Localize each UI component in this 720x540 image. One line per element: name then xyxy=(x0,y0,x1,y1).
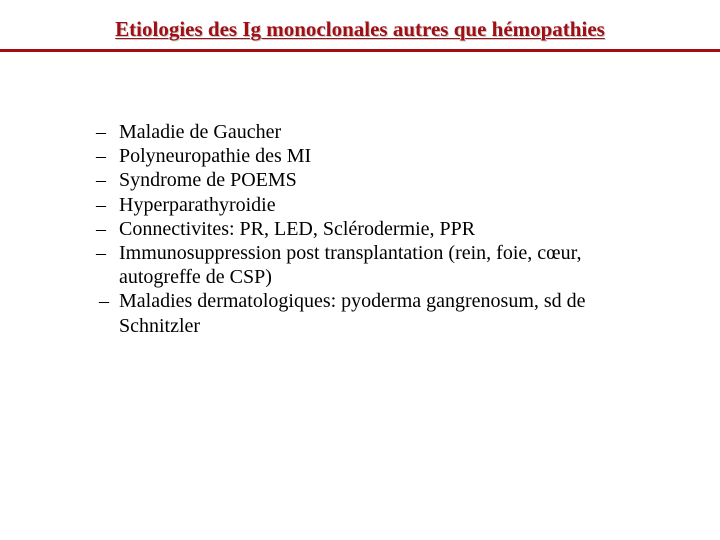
list-item xyxy=(0,193,639,217)
list-item-text: Connectivites: PR, LED, Sclérodermie, PPR xyxy=(119,217,476,240)
bullet-list xyxy=(0,120,720,338)
list-item xyxy=(0,289,639,337)
dash-bullet-icon: – xyxy=(96,145,106,168)
dash-bullet-icon: – xyxy=(96,193,106,216)
title-divider xyxy=(0,49,720,52)
list-item-text: Maladies dermatologiques: pyoderma gangrenosum, sd de Schnitzler xyxy=(119,290,586,337)
dash-bullet-icon: – xyxy=(99,290,109,313)
list-item-text: Immunosuppression post transplantation (rein, foie, cœur, autogreffe de CSP) xyxy=(119,242,582,289)
dash-bullet-icon: – xyxy=(96,242,106,265)
dash-bullet-icon: – xyxy=(96,169,106,192)
dash-bullet-icon: – xyxy=(96,217,106,240)
list-item-text: Hyperparathyroidie xyxy=(119,193,276,216)
list-item-text: Polyneuropathie des MI xyxy=(119,145,312,168)
list-item xyxy=(0,144,639,168)
list-item xyxy=(0,120,639,144)
list-item xyxy=(0,168,639,192)
dash-bullet-icon: – xyxy=(96,121,106,143)
slide-title: Etiologies des Ig monoclonales autres que hémopathies xyxy=(115,17,605,41)
list-item xyxy=(0,217,639,241)
list-item-text: Maladie de Gaucher xyxy=(119,121,282,143)
list-item xyxy=(0,241,639,289)
list-item-text: Syndrome de POEMS xyxy=(119,169,297,192)
